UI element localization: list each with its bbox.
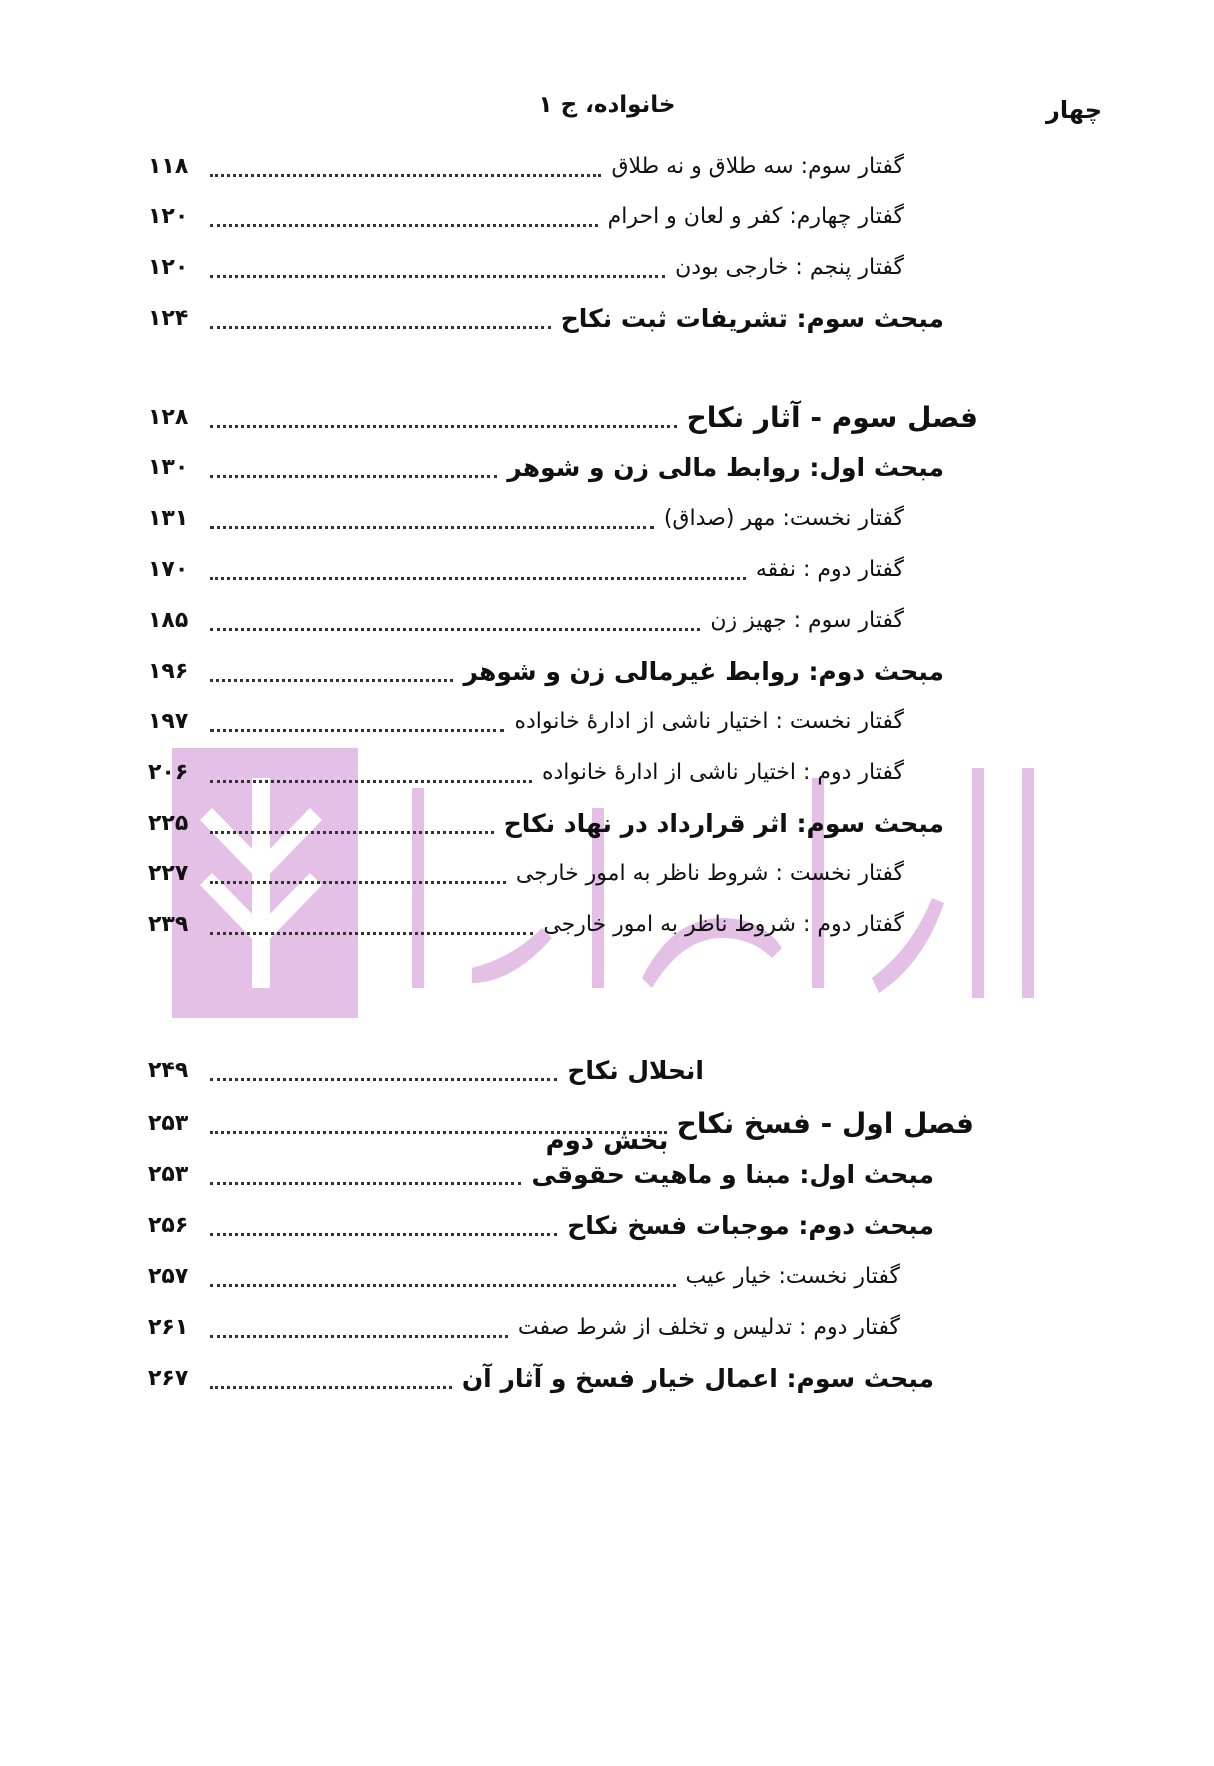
toc-entry-title: گفتار نخست : شروط ناظر به امور خارجی bbox=[515, 861, 904, 886]
toc-page-number: ۲۵۳ bbox=[148, 1162, 189, 1187]
toc-entry bbox=[148, 603, 904, 639]
toc-entry-title: گفتار پنجم : خارجی بودن bbox=[675, 255, 904, 280]
toc-page-number: ۲۶۱ bbox=[148, 1315, 189, 1340]
toc-page-number: ۱۲۰ bbox=[148, 255, 189, 280]
toc-page-number: ۲۲۷ bbox=[148, 861, 189, 886]
toc-entry-title: مبحث سوم: اثر قرارداد در نهاد نکاح bbox=[503, 809, 944, 838]
dot-leader bbox=[210, 1335, 508, 1338]
toc-entry bbox=[148, 149, 904, 185]
toc-entry bbox=[148, 552, 904, 588]
toc-entry bbox=[148, 1208, 934, 1244]
dot-leader bbox=[210, 1386, 452, 1389]
toc-entry bbox=[148, 907, 904, 943]
toc-entry bbox=[148, 1053, 704, 1089]
part-heading: بخش دوم bbox=[545, 1126, 669, 1156]
page-label: چهار bbox=[1046, 96, 1102, 124]
toc-page-number: ۲۶۷ bbox=[148, 1366, 189, 1391]
dot-leader bbox=[210, 932, 533, 935]
toc-entry bbox=[148, 704, 904, 740]
toc-entry-title: گفتار سوم : جهیز زن bbox=[710, 608, 904, 633]
toc-entry-title: گفتار چهارم: کفر و لعان و احرام bbox=[607, 204, 904, 229]
dot-leader bbox=[210, 1284, 676, 1287]
toc-page-number: ۱۲۸ bbox=[148, 405, 189, 430]
toc-entry-title: فصل اول - فسخ نکاح bbox=[676, 1107, 974, 1140]
dot-leader bbox=[210, 831, 494, 834]
toc-entry bbox=[148, 301, 944, 337]
toc-entry bbox=[148, 1157, 934, 1193]
toc-entry-title: گفتار دوم : شروط ناظر به امور خارجی bbox=[543, 912, 904, 937]
dot-leader bbox=[210, 275, 665, 278]
toc-entry-title: مبحث اول: روابط مالی زن و شوهر bbox=[507, 453, 944, 482]
dot-leader bbox=[210, 1233, 557, 1236]
toc-entry bbox=[148, 1259, 900, 1295]
toc-entry-title: انحلال نکاح bbox=[567, 1056, 704, 1085]
toc-page-number: ۱۳۰ bbox=[148, 455, 189, 480]
toc-entry-title: گفتار دوم : اختیار ناشی از ادارهٔ خانواده bbox=[541, 760, 904, 785]
toc-entry-title: گفتار دوم : نفقه bbox=[755, 557, 904, 582]
toc-page-number: ۲۵۳ bbox=[148, 1111, 189, 1136]
toc-entry-title: مبحث دوم: روابط غیرمالی زن و شوهر bbox=[463, 657, 944, 686]
toc-entry-title: مبحث دوم: موجبات فسخ نکاح bbox=[567, 1211, 934, 1240]
toc-page-number: ۱۱۸ bbox=[148, 154, 189, 179]
toc-entry bbox=[148, 856, 904, 892]
toc-entry-title: گفتار دوم : تدلیس و تخلف از شرط صفت bbox=[517, 1315, 900, 1340]
dot-leader bbox=[210, 425, 677, 428]
dot-leader bbox=[210, 628, 700, 631]
dot-leader bbox=[210, 1182, 521, 1185]
toc-entry-title: مبحث اول: مبنا و ماهیت حقوقی bbox=[531, 1160, 934, 1189]
dot-leader bbox=[210, 679, 453, 682]
toc-page-number: ۱۹۷ bbox=[148, 709, 189, 734]
toc-entry bbox=[148, 400, 978, 436]
toc-page-number: ۲۲۵ bbox=[148, 811, 189, 836]
toc-entry-title: گفتار سوم: سه طلاق و نه طلاق bbox=[611, 154, 904, 179]
dot-leader bbox=[210, 174, 601, 177]
dot-leader bbox=[210, 881, 506, 884]
dot-leader bbox=[210, 326, 551, 329]
toc-page-number: ۲۵۶ bbox=[148, 1213, 189, 1238]
toc-page-number: ۲۴۹ bbox=[148, 1058, 189, 1083]
toc-entry bbox=[148, 806, 944, 842]
toc-page-number: ۱۲۴ bbox=[148, 306, 189, 331]
toc-entry bbox=[148, 450, 944, 486]
toc-entry bbox=[148, 501, 904, 537]
toc-page-number: ۱۲۰ bbox=[148, 204, 189, 229]
toc-entry-title: مبحث سوم: اعمال خیار فسخ و آثار آن bbox=[461, 1364, 934, 1393]
toc-entry-title: مبحث سوم: تشریفات ثبت نکاح bbox=[560, 304, 944, 333]
dot-leader bbox=[210, 729, 504, 732]
toc-page-number: ۱۷۰ bbox=[148, 557, 189, 582]
toc-entry-title: گفتار نخست: خیار عیب bbox=[685, 1264, 900, 1289]
dot-leader bbox=[210, 1078, 557, 1081]
toc-entry bbox=[148, 654, 944, 690]
toc-page-number: ۱۸۵ bbox=[148, 608, 189, 633]
dot-leader bbox=[210, 526, 654, 529]
toc-page-number: ۱۹۶ bbox=[148, 659, 189, 684]
toc-entry-title: فصل سوم - آثار نکاح bbox=[686, 401, 978, 434]
toc-entry bbox=[148, 199, 904, 235]
toc-page-number: ۲۳۹ bbox=[148, 912, 189, 937]
toc-entry bbox=[148, 1361, 934, 1397]
toc-entry bbox=[148, 755, 904, 791]
toc-entry bbox=[148, 1310, 900, 1346]
dot-leader bbox=[210, 577, 746, 580]
toc-entry-title: گفتار نخست : اختیار ناشی از ادارهٔ خانواده bbox=[514, 709, 904, 734]
toc-entry bbox=[148, 250, 904, 286]
toc-entry-title: گفتار نخست: مهر (صداق) bbox=[663, 506, 904, 531]
running-title: خانواده، ج ۱ bbox=[538, 92, 676, 118]
toc-page-number: ۲۰۶ bbox=[148, 760, 189, 785]
toc-page-number: ۲۵۷ bbox=[148, 1264, 189, 1289]
toc-page-number: ۱۳۱ bbox=[148, 506, 189, 531]
dot-leader bbox=[210, 224, 598, 227]
dot-leader bbox=[210, 780, 532, 783]
dot-leader bbox=[210, 475, 497, 478]
